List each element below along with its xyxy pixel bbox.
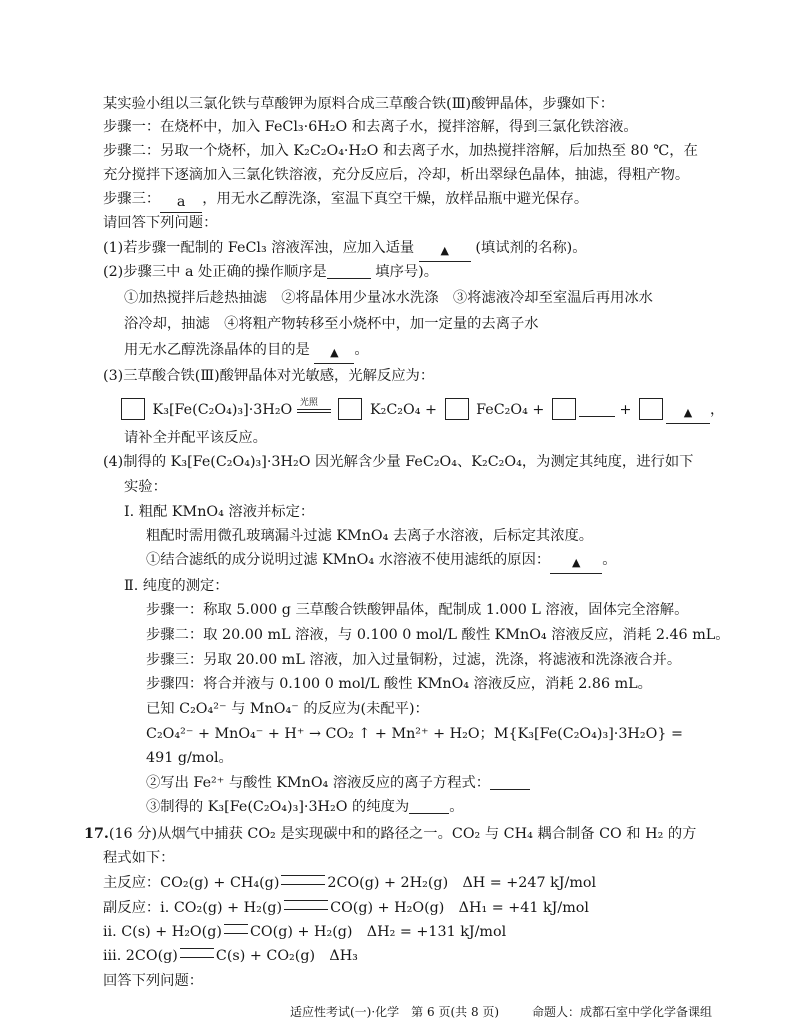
question-4-line-b: 实验： (124, 479, 167, 495)
side-reaction-3-right: C(s) + CO₂(g) ΔH₃ (215, 948, 358, 964)
side-reaction-3 (103, 946, 358, 966)
question-2-ethanol-blank (314, 343, 354, 364)
ask-line-2: 回答下列问题： (103, 973, 204, 989)
triangle-marker-icon: ▲ (571, 556, 581, 569)
question-2 (103, 262, 438, 282)
question-1 (103, 238, 587, 262)
question-3-intro: (3)三草酸合铁(Ⅲ)酸钾晶体对光敏感，光解反应为： (103, 368, 435, 384)
q4-question-2-text: ②写出 Fe²⁺ 与酸性 KMnO₄ 溶液反应的离子方程式： (146, 775, 491, 791)
ask-line: 请回答下列问题： (103, 215, 218, 231)
q4-part-I-blank (550, 553, 602, 574)
step-2-line-b: 充分搅拌下逐滴加入三氯化铁溶液，充分反应后，冷却，析出翠绿色晶体，抽滤，得粗产物。 (103, 167, 690, 183)
coefficient-box (445, 398, 469, 420)
step-2-line-a: 步骤二：另取一个烧杯，加入 K₂C₂O₄·H₂O 和去离子水，加热搅拌溶解，后加热至 80 ℃，在 (103, 143, 698, 159)
side-reaction-2 (103, 922, 506, 942)
q4-question-3-blank (409, 813, 449, 814)
q4-question-3 (146, 797, 464, 817)
triangle-marker-icon: ▲ (440, 244, 450, 257)
intro-line: 某实验小组以三氯化铁与草酸钾为原料合成三草酸合铁(Ⅲ)酸钾晶体，步骤如下： (103, 96, 615, 112)
problem-17-line-a (84, 824, 696, 844)
step-3-line (103, 189, 588, 213)
q3-plus: + (619, 402, 632, 418)
main-reaction-right: 2CO(g) + 2H₂(g) ΔH = +247 kJ/mol (327, 875, 597, 891)
coefficient-box (338, 398, 362, 420)
equals-sign (281, 875, 325, 885)
equals-sign (284, 900, 328, 910)
question-2-prefix: (2)步骤三中 a 处正确的操作顺序是 (103, 264, 327, 280)
q4-part-II-step-4: 步骤四：将合并液与 0.100 0 mol/L 酸性 KMnO₄ 溶液反应，消耗 2.86 mL。 (146, 676, 652, 692)
q4-known-reaction-intro: 已知 C₂O₄²⁻ 与 MnO₄⁻ 的反应为(未配平)： (146, 701, 429, 717)
q3-product-1: K₂C₂O₄ + (369, 402, 437, 418)
footer-author: 命题人：成都石室中学化学备课组 (532, 1005, 713, 1019)
q4-part-I-heading: Ⅰ. 粗配 KMnO₄ 溶液并标定： (124, 504, 315, 520)
coefficient-box (639, 398, 663, 420)
q4-part-I-question (146, 550, 617, 574)
q4-part-I-question-suffix: 。 (602, 552, 617, 568)
q4-part-II-step-3: 步骤三：另取 20.00 mL 溶液，加入过量铜粉，过滤，洗涤，将滤液和洗涤液合并。 (146, 652, 682, 668)
q4-part-II-step-2: 步骤二：取 20.00 mL 溶液，与 0.100 0 mol/L 酸性 KMnO₄ 溶液反应，消耗 2.46 mL。 (146, 627, 730, 643)
question-3-equation (118, 398, 724, 424)
question-4-line-a: (4)制得的 K₃[Fe(C₂O₄)₃]·3H₂O 因光解含少量 FeC₂O₄、K₂C₂O₄，为测定其纯度，进行如下 (103, 454, 694, 470)
question-3-note: 请补全并配平该反应。 (124, 430, 267, 446)
q4-question-3-text: ③制得的 K₃[Fe(C₂O₄)₃]·3H₂O 的纯度为 (146, 799, 410, 815)
q4-question-3-suffix: 。 (449, 799, 464, 815)
step-3-blank: a (160, 192, 202, 213)
light-arrow-label: 光照 (299, 398, 318, 408)
question-2-ethanol: 用无水乙醇洗涤晶体的目的是 ▲ 。 (124, 340, 369, 364)
q4-part-I-question-text: ①结合滤纸的成分说明过滤 KMnO₄ 水溶液不使用滤纸的原因： (146, 552, 551, 568)
question-2-answer-blank (327, 278, 371, 279)
question-2-suffix: 填序号)。 (375, 264, 439, 280)
main-reaction (103, 873, 596, 893)
problem-17-line-b: 程式如下： (103, 850, 175, 866)
triangle-marker-icon: ▲ (330, 346, 339, 359)
main-reaction-left: 主反应：CO₂(g) + CH₄(g) (103, 875, 280, 891)
side-reaction-3-left: ⅲ. 2CO(g) (103, 948, 178, 964)
question-2-options-a: ①加热搅拌后趁热抽滤 ②将晶体用少量冰水洗涤 ③将滤液冷却至室温后再用冰水 (124, 290, 653, 306)
coefficient-box (121, 398, 145, 420)
q4-question-2 (146, 773, 530, 793)
equals-sign (180, 948, 214, 958)
q3-reactant: K₃[Fe(C₂O₄)₃]·3H₂O (152, 402, 293, 418)
light-arrow (297, 400, 331, 416)
q4-molar-mass: 491 g/mol。 (146, 750, 233, 766)
question-1-prefix: (1)若步骤一配制的 FeCl₃ 溶液浑浊，应加入适量 (103, 240, 415, 256)
question-1-suffix: (填试剂的名称)。 (475, 240, 587, 256)
step-3-prefix: 步骤三： (103, 191, 161, 207)
question-1-answer-blank (419, 241, 471, 262)
problem-17-text: (16 分)从烟气中捕获 CO₂ 是实现碳中和的路径之一。CO₂ 与 CH₄ 耦合制备 CO 和 H₂ 的方 (108, 826, 697, 842)
q3-tail: ， (709, 402, 725, 418)
problem-17-number: 17. (84, 826, 109, 842)
q3-product-2: FeC₂O₄ + (476, 402, 545, 418)
q4-part-II-step-1: 步骤一：称取 5.000 g 三草酸合铁酸钾晶体，配制成 1.000 L 溶液，固体完全溶解。 (146, 602, 689, 618)
product-blank (579, 416, 615, 417)
side-reaction-1-right: CO(g) + H₂O(g) ΔH₁ = +41 kJ/mol (330, 900, 589, 916)
triangle-marker-icon: ▲ (683, 406, 693, 419)
side-reaction-1 (103, 898, 589, 918)
footer-page-info: 适应性考试(一)·化学 第 6 页(共 8 页) (290, 1005, 500, 1019)
side-reaction-1-left: 副反应：ⅰ. CO₂(g) + H₂(g) (103, 900, 283, 916)
q4-part-II-heading: Ⅱ. 纯度的测定： (124, 578, 229, 594)
question-2-options-b: 浴冷却，抽滤 ④将粗产物转移至小烧杯中，加一定量的去离子水 (124, 316, 539, 332)
question-2-ethanol-text: 用无水乙醇洗涤晶体的目的是 (124, 342, 310, 358)
step-3-suffix: ，用无水乙醇洗涤，室温下真空干燥，放样品瓶中避光保存。 (202, 191, 589, 207)
step-1-line: 步骤一：在烧杯中，加入 FeCl₃·6H₂O 和去离子水，搅拌溶解，得到三氯化铁溶液。 (103, 119, 638, 135)
q4-part-I-text: 粗配时需用微孔玻璃漏斗过滤 KMnO₄ 去离子水溶液，后标定其浓度。 (146, 528, 594, 544)
product-blank (666, 403, 710, 424)
coefficient-box (552, 398, 576, 420)
equals-sign (224, 924, 248, 934)
q4-question-2-blank (490, 789, 530, 790)
side-reaction-2-right: CO(g) + H₂(g) ΔH₂ = +131 kJ/mol (249, 924, 507, 940)
side-reaction-2-left: ⅱ. C(s) + H₂O(g) (103, 924, 222, 940)
q4-known-reaction-equation: C₂O₄²⁻ + MnO₄⁻ + H⁺ → CO₂ ↑ + Mn²⁺ + H₂O；M{K₃[Fe(C₂O₄)₃]·3H₂O} = (146, 726, 683, 742)
